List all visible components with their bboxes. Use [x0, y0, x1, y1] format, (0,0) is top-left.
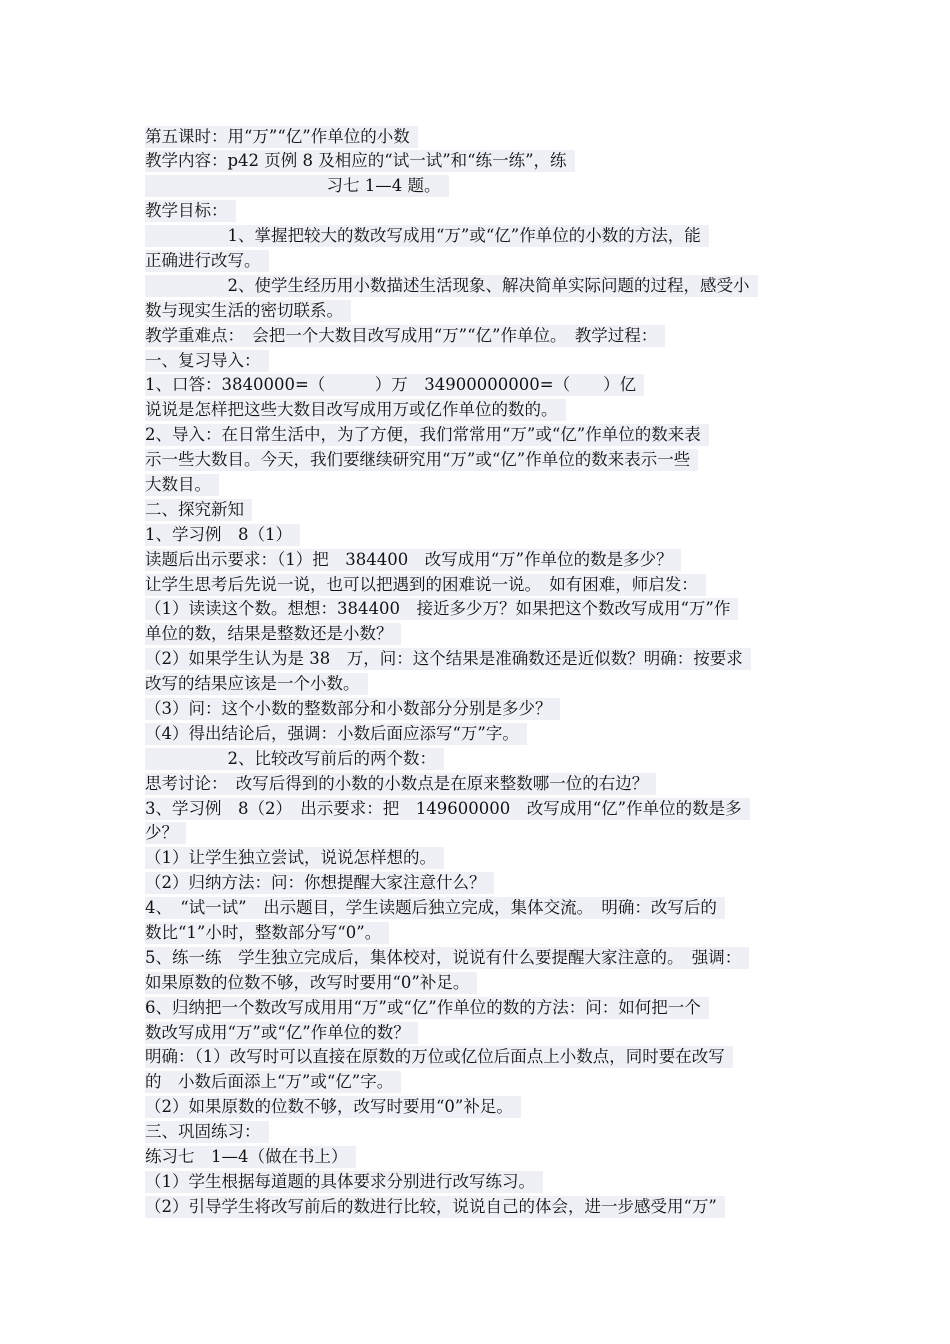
text-line — [145, 696, 825, 721]
text-line-content: 习七 1—4 题。 — [145, 175, 449, 197]
text-line-content: 2、导入：在日常生活中，为了方便，我们常常用“万”或“亿”作单位的数来表 — [145, 424, 709, 446]
text-line-content: 二、探究新知 — [145, 499, 252, 521]
text-line-content: 教学重难点： 会把一个大数目改写成用“万”“亿”作单位。 教学过程： — [145, 325, 665, 347]
text-line-content: （4）得出结论后，强调：小数后面应添写“万”字。 — [145, 723, 527, 745]
text-line-content: 4、 “试一试” 出示题目，学生读题后独立完成，集体交流。 明确：改写后的 — [145, 897, 725, 919]
text-line — [145, 746, 825, 771]
text-line — [145, 497, 825, 522]
text-line-content: 5、练一练 学生独立完成后，集体校对，说说有什么要提醒大家注意的。 强调： — [145, 947, 749, 969]
text-line-content: 2、使学生经历用小数描述生活现象、解决简单实际问题的过程，感受小 — [145, 275, 758, 297]
text-line — [145, 796, 825, 821]
text-line — [145, 373, 825, 398]
text-line — [145, 472, 825, 497]
text-line-content: 数改写成用“万”或“亿”作单位的数？ — [145, 1022, 418, 1044]
text-line-content: 说说是怎样把这些大数目改写成用万或亿作单位的数的。 — [145, 399, 566, 421]
text-line — [145, 721, 825, 746]
text-line-content: 单位的数，结果是整数还是小数？ — [145, 623, 401, 645]
text-line — [145, 273, 825, 298]
text-line — [145, 1020, 825, 1045]
text-line-content: 正确进行改写。 — [145, 250, 269, 272]
text-line — [145, 298, 825, 323]
text-line-content: 数与现实生活的密切联系。 — [145, 300, 351, 322]
text-line-content: 教学目标： — [145, 200, 236, 222]
text-line-content: 第五课时：用“万”“亿”作单位的小数 — [145, 126, 418, 148]
text-line-content: （1）学生根据每道题的具体要求分别进行改写练习。 — [145, 1171, 543, 1193]
text-line — [145, 224, 825, 249]
lesson-plan-text — [145, 124, 825, 1219]
text-line — [145, 622, 825, 647]
text-line — [145, 597, 825, 622]
text-line — [145, 871, 825, 896]
text-line-content: 3、学习例 8（2） 出示要求：把 149600000 改写成用“亿”作单位的数是多 — [145, 798, 750, 820]
text-line-content: 明确：（1）改写时可以直接在原数的万位或亿位后面点上小数点，同时要在改写 — [145, 1046, 733, 1068]
text-line — [145, 398, 825, 423]
text-line — [145, 348, 825, 373]
text-line-content: 如果原数的位数不够，改写时要用“0”补足。 — [145, 972, 477, 994]
text-line — [145, 647, 825, 672]
text-line-content: 1、口答：3840000=（ ）万 34900000000=（ ）亿 — [145, 374, 644, 396]
text-line-content: 一、复习导入： — [145, 350, 269, 372]
text-line — [145, 672, 825, 697]
text-line — [145, 921, 825, 946]
text-line — [145, 771, 825, 796]
text-line — [145, 1070, 825, 1095]
text-line — [145, 995, 825, 1020]
text-line-content: 练习七 1—4（做在书上） — [145, 1146, 356, 1168]
text-line — [145, 1169, 825, 1194]
text-line-content: （1）读读这个数。想想：384400 接近多少万？如果把这个数改写成用“万”作 — [145, 598, 738, 620]
text-line — [145, 199, 825, 224]
text-line — [145, 124, 825, 149]
text-line — [145, 1095, 825, 1120]
text-line-content: 读题后出示要求：（1）把 384400 改写成用“万”作单位的数是多少？ — [145, 549, 681, 571]
text-line-content: 示一些大数目。今天，我们要继续研究用“万”或“亿”作单位的数来表示一些 — [145, 449, 698, 471]
text-line — [145, 821, 825, 846]
text-line-content: 1、掌握把较大的数改写成用“万”或“亿”作单位的小数的方法，能 — [145, 225, 709, 247]
text-line — [145, 970, 825, 995]
text-line — [145, 896, 825, 921]
text-line — [145, 945, 825, 970]
text-line — [145, 547, 825, 572]
text-line — [145, 174, 825, 199]
text-line — [145, 1194, 825, 1219]
text-line — [145, 1045, 825, 1070]
text-line-content: 数比“1”小时，整数部分写“0”。 — [145, 922, 389, 944]
text-line-content: 大数目。 — [145, 474, 219, 496]
text-line-content: （2）引导学生将改写前后的数进行比较，说说自己的体会，进一步感受用“万” — [145, 1196, 725, 1218]
text-line-content: （2）如果原数的位数不够，改写时要用“0”补足。 — [145, 1096, 521, 1118]
text-line-content: 的 小数后面添上“万”或“亿”字。 — [145, 1071, 401, 1093]
text-line-content: 少？ — [145, 822, 186, 844]
text-line-content: 思考讨论： 改写后得到的小数的小数点是在原来整数哪一位的右边？ — [145, 773, 656, 795]
text-line — [145, 1120, 825, 1145]
text-line — [145, 1145, 825, 1170]
text-line-content: 三、巩固练习： — [145, 1121, 269, 1143]
text-line — [145, 846, 825, 871]
text-line-content: 6、归纳把一个数改写成用用“万”或“亿”作单位的数的方法：问：如何把一个 — [145, 997, 709, 1019]
text-line-content: 教学内容：p42 页例 8 及相应的“试一试”和“练一练”，练 — [145, 150, 575, 172]
text-line-content: （1）让学生独立尝试，说说怎样想的。 — [145, 847, 444, 869]
text-line-content: 2、比较改写前后的两个数： — [145, 748, 444, 770]
text-line — [145, 149, 825, 174]
text-line-content: 改写的结果应该是一个小数。 — [145, 673, 368, 695]
text-line-content: 让学生思考后先说一说，也可以把遇到的困难说一说。 如有困难，师启发： — [145, 574, 706, 596]
text-line — [145, 522, 825, 547]
text-line-content: 1、学习例 8（1） — [145, 524, 300, 546]
text-line — [145, 423, 825, 448]
text-line-content: （2）归纳方法：问：你想提醒大家注意什么？ — [145, 872, 494, 894]
text-line — [145, 248, 825, 273]
text-line — [145, 323, 825, 348]
text-line — [145, 448, 825, 473]
text-line-content: （3）问：这个小数的整数部分和小数部分分别是多少？ — [145, 698, 560, 720]
text-line — [145, 572, 825, 597]
text-line-content: （2）如果学生认为是 38 万，问：这个结果是准确数还是近似数？明确：按要求 — [145, 648, 751, 670]
